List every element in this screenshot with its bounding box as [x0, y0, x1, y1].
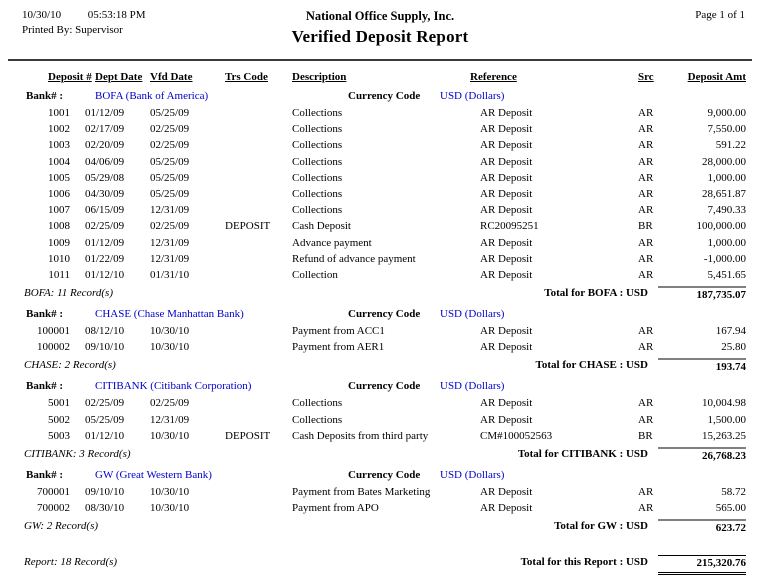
- trs-code-cell: [205, 186, 283, 202]
- description-cell: Collections: [292, 413, 343, 426]
- dept-date-cell: 02/25/09: [85, 220, 125, 233]
- column-header-deposit-number: Deposit #: [48, 71, 92, 83]
- column-header-vfd-date: Vfd Date: [150, 71, 193, 83]
- reference-cell: AR Deposit: [480, 204, 533, 217]
- deposit-number-cell: 1005: [48, 171, 70, 184]
- bank-total-amount: 623.72: [658, 519, 746, 536]
- report-record-count: Report: 18 Record(s): [24, 556, 118, 569]
- report-body: [0, 88, 760, 538]
- bank-number-label: Bank# :: [26, 380, 63, 393]
- trs-code-cell: [205, 154, 283, 170]
- src-cell: AR: [638, 341, 654, 354]
- trs-code-cell: [205, 412, 283, 428]
- bank-total-row: [0, 516, 760, 538]
- deposit-number-cell: 1006: [48, 187, 70, 200]
- bank-total-amount: 187,735.07: [658, 286, 746, 303]
- src-cell: AR: [638, 139, 654, 152]
- trs-code-cell: [205, 137, 283, 153]
- trs-code-cell: [205, 170, 283, 186]
- page-number: Page 1 of 1: [695, 9, 745, 21]
- bank-section: [0, 88, 760, 305]
- deposit-amount-cell: -1,000.00: [703, 252, 746, 265]
- src-cell: BR: [638, 220, 653, 233]
- dept-date-cell: 06/15/09: [85, 204, 125, 217]
- vfd-date-cell: 10/30/10: [150, 325, 190, 338]
- bank-total-label: Total for CHASE : USD: [535, 359, 648, 372]
- bank-total-row: [0, 283, 760, 305]
- deposit-number-cell: 5003: [48, 429, 70, 442]
- bank-total-row: [0, 355, 760, 377]
- deposit-amount-cell: 7,490.33: [707, 204, 746, 217]
- src-cell: AR: [638, 325, 654, 338]
- bank-record-count: BOFA: 11 Record(s): [24, 287, 113, 300]
- bank-number-label: Bank# :: [26, 308, 63, 321]
- description-cell: Collections: [292, 123, 343, 136]
- bank-name-link[interactable]: CITIBANK (Citibank Corporation): [95, 380, 252, 393]
- page-title: Verified Deposit Report: [291, 27, 469, 46]
- bank-name-link[interactable]: CHASE (Chase Manhattan Bank): [95, 308, 244, 321]
- trs-code-cell: [205, 484, 283, 500]
- dept-date-cell: 01/22/09: [85, 252, 125, 265]
- deposit-row: [0, 484, 760, 500]
- vfd-date-cell: 02/25/09: [150, 139, 190, 152]
- vfd-date-cell: 12/31/09: [150, 236, 190, 249]
- vfd-date-cell: 01/31/10: [150, 268, 190, 281]
- bank-header-row: [0, 467, 760, 484]
- deposit-number-cell: 1010: [48, 252, 70, 265]
- deposit-number-cell: 1003: [48, 139, 70, 152]
- deposit-amount-cell: 7,550.00: [707, 123, 746, 136]
- deposit-row: [0, 412, 760, 428]
- deposit-row: [0, 121, 760, 137]
- report-total-amount: 215,320.76: [658, 555, 746, 575]
- bank-record-count: CHASE: 2 Record(s): [24, 359, 116, 372]
- column-header-description: Description: [292, 71, 347, 83]
- reference-cell: AR Deposit: [480, 413, 533, 426]
- trs-code-cell: [205, 323, 283, 339]
- deposit-row: [0, 323, 760, 339]
- column-header-row: [0, 71, 760, 88]
- bank-rows: [0, 323, 760, 355]
- description-cell: Payment from AER1: [292, 341, 385, 354]
- deposit-amount-cell: 591.22: [715, 139, 746, 152]
- reference-cell: AR Deposit: [480, 252, 533, 265]
- vfd-date-cell: 10/30/10: [150, 429, 190, 442]
- description-cell: Collections: [292, 107, 343, 119]
- description-cell: Cash Deposits from third party: [292, 429, 429, 442]
- src-cell: AR: [638, 486, 654, 498]
- deposit-number-cell: 1001: [48, 107, 70, 119]
- vfd-date-cell: 10/30/10: [150, 502, 190, 515]
- currency-value-link[interactable]: USD (Dollars): [440, 90, 505, 102]
- deposit-amount-cell: 167.94: [715, 325, 746, 338]
- deposit-amount-cell: 100,000.00: [696, 220, 746, 233]
- deposit-amount-cell: 28,651.87: [702, 187, 746, 200]
- deposit-row: [0, 218, 760, 234]
- trs-code-cell: DEPOSIT: [225, 220, 271, 233]
- column-header-reference: Reference: [470, 71, 517, 83]
- deposit-number-cell: 700001: [37, 486, 70, 498]
- bank-total-amount: 193.74: [658, 358, 746, 375]
- bank-total-label: Total for BOFA : USD: [544, 287, 648, 300]
- bank-number-label: Bank# :: [26, 90, 63, 102]
- description-cell: Payment from ACC1: [292, 325, 385, 338]
- src-cell: AR: [638, 236, 654, 249]
- description-cell: Collections: [292, 397, 343, 410]
- vfd-date-cell: 10/30/10: [150, 486, 190, 498]
- deposit-row: [0, 395, 760, 411]
- column-header-deposit-amt: Deposit Amt: [687, 71, 746, 83]
- reference-cell: AR Deposit: [480, 123, 533, 136]
- description-cell: Refund of advance payment: [292, 252, 416, 265]
- deposit-row: [0, 137, 760, 153]
- vfd-date-cell: 05/25/09: [150, 171, 190, 184]
- reference-cell: AR Deposit: [480, 397, 533, 410]
- src-cell: AR: [638, 413, 654, 426]
- dept-date-cell: 08/12/10: [85, 325, 125, 338]
- print-time: 05:53:18 PM: [87, 9, 146, 21]
- trs-code-cell: [205, 121, 283, 137]
- src-cell: AR: [638, 397, 654, 410]
- deposit-number-cell: 5002: [48, 413, 70, 426]
- bank-rows: [0, 395, 760, 444]
- bank-total-amount: 26,768.23: [658, 447, 746, 464]
- deposit-row: [0, 500, 760, 516]
- bank-record-count: GW: 2 Record(s): [24, 520, 99, 533]
- vfd-date-cell: 12/31/09: [150, 413, 190, 426]
- deposit-amount-cell: 1,000.00: [707, 236, 746, 249]
- src-cell: AR: [638, 171, 654, 184]
- vfd-date-cell: 05/25/09: [150, 155, 190, 168]
- currency-code-label: Currency Code: [348, 90, 421, 102]
- currency-code-label: Currency Code: [348, 469, 421, 481]
- vfd-date-cell: 02/25/09: [150, 220, 190, 233]
- deposit-row: [0, 251, 760, 267]
- column-header-dept-date: Dept Date: [95, 71, 143, 83]
- reference-cell: AR Deposit: [480, 171, 533, 184]
- bank-total-label: Total for GW : USD: [554, 520, 648, 533]
- reference-cell: AR Deposit: [480, 236, 533, 249]
- reference-cell: AR Deposit: [480, 502, 533, 515]
- vfd-date-cell: 10/30/10: [150, 341, 190, 354]
- reference-cell: RC20095251: [480, 220, 539, 233]
- reference-cell: AR Deposit: [480, 139, 533, 152]
- dept-date-cell: 01/12/10: [85, 429, 125, 442]
- printed-by: Printed By: Supervisor: [22, 24, 123, 36]
- currency-value-link[interactable]: USD (Dollars): [440, 469, 505, 481]
- deposit-row: [0, 105, 760, 121]
- deposit-amount-cell: 10,004.98: [702, 397, 746, 410]
- deposit-row: [0, 267, 760, 283]
- trs-code-cell: [205, 339, 283, 355]
- vfd-date-cell: 12/31/09: [150, 204, 190, 217]
- deposit-amount-cell: 25.80: [721, 341, 746, 354]
- dept-date-cell: 09/10/10: [85, 486, 125, 498]
- deposit-row: [0, 428, 760, 444]
- dept-date-cell: 08/30/10: [85, 502, 125, 515]
- deposit-number-cell: 1004: [48, 155, 70, 168]
- dept-date-cell: 02/25/09: [85, 397, 125, 410]
- deposit-amount-cell: 1,500.00: [707, 413, 746, 426]
- deposit-number-cell: 1002: [48, 123, 70, 136]
- deposit-number-cell: 700002: [37, 502, 70, 515]
- deposit-number-cell: 1009: [48, 236, 70, 249]
- deposit-amount-cell: 58.72: [721, 486, 746, 498]
- deposit-row: [0, 170, 760, 186]
- deposit-number-cell: 100001: [37, 325, 70, 338]
- bank-rows: [0, 484, 760, 516]
- description-cell: Payment from APO: [292, 502, 379, 515]
- bank-section: [0, 306, 760, 377]
- src-cell: AR: [638, 502, 654, 515]
- bank-number-label: Bank# :: [26, 469, 63, 481]
- reference-cell: AR Deposit: [480, 268, 533, 281]
- currency-code-label: Currency Code: [348, 308, 421, 321]
- vfd-date-cell: 02/25/09: [150, 397, 190, 410]
- deposit-amount-cell: 565.00: [715, 502, 746, 515]
- description-cell: Collections: [292, 139, 343, 152]
- trs-code-cell: [205, 235, 283, 251]
- bank-header-row: [0, 88, 760, 105]
- trs-code-cell: [205, 105, 283, 121]
- reference-cell: CM#100052563: [480, 429, 553, 442]
- vfd-date-cell: 05/25/09: [150, 187, 190, 200]
- deposit-row: [0, 339, 760, 355]
- deposit-amount-cell: 5,451.65: [707, 268, 746, 281]
- trs-code-cell: [205, 202, 283, 218]
- reference-cell: AR Deposit: [480, 107, 533, 119]
- reference-cell: AR Deposit: [480, 325, 533, 338]
- deposit-number-cell: 1011: [48, 268, 70, 281]
- description-cell: Collections: [292, 155, 343, 168]
- src-cell: AR: [638, 252, 654, 265]
- dept-date-cell: 01/12/09: [85, 107, 125, 119]
- deposit-row: [0, 154, 760, 170]
- bank-section: [0, 378, 760, 466]
- deposit-amount-cell: 15,263.25: [702, 429, 746, 442]
- description-cell: Collections: [292, 187, 343, 200]
- print-date: 10/30/10: [22, 9, 62, 21]
- dept-date-cell: 02/17/09: [85, 123, 125, 136]
- dept-date-cell: 01/12/09: [85, 236, 125, 249]
- dept-date-cell: 04/06/09: [85, 155, 125, 168]
- trs-code-cell: [205, 500, 283, 516]
- deposit-row: [0, 186, 760, 202]
- trs-code-cell: [205, 251, 283, 267]
- src-cell: AR: [638, 268, 654, 281]
- src-cell: AR: [638, 155, 654, 168]
- company-name: National Office Supply, Inc.: [305, 9, 455, 23]
- bank-header-row: [0, 306, 760, 323]
- deposit-number-cell: 1007: [48, 204, 70, 217]
- trs-code-cell: [205, 267, 283, 283]
- deposit-number-cell: 5001: [48, 397, 70, 410]
- vfd-date-cell: 05/25/09: [150, 107, 190, 119]
- description-cell: Cash Deposit: [292, 220, 351, 233]
- bank-section: [0, 467, 760, 538]
- report-title-block: [0, 9, 760, 47]
- trs-code-cell: [205, 395, 283, 411]
- description-cell: Payment from Bates Marketing: [292, 486, 431, 498]
- report-total-row: [0, 555, 760, 575]
- description-cell: Advance payment: [292, 236, 372, 249]
- column-header-trs-code: Trs Code: [225, 71, 268, 83]
- description-cell: Collections: [292, 204, 343, 217]
- reference-cell: AR Deposit: [480, 187, 533, 200]
- deposit-number-cell: 100002: [37, 341, 70, 354]
- bank-name-link[interactable]: BOFA (Bank of America): [95, 90, 209, 102]
- trs-code-cell: DEPOSIT: [225, 429, 271, 442]
- reference-cell: AR Deposit: [480, 341, 533, 354]
- deposit-number-cell: 1008: [48, 220, 70, 233]
- vfd-date-cell: 02/25/09: [150, 123, 190, 136]
- bank-total-row: [0, 444, 760, 466]
- src-cell: BR: [638, 429, 653, 442]
- bank-record-count: CITIBANK: 3 Record(s): [24, 448, 131, 460]
- vfd-date-cell: 12/31/09: [150, 252, 190, 265]
- deposit-amount-cell: 28,000.00: [702, 155, 746, 168]
- src-cell: AR: [638, 187, 654, 200]
- dept-date-cell: 02/20/09: [85, 139, 125, 152]
- deposit-amount-cell: 9,000.00: [707, 107, 746, 119]
- bank-total-label: Total for CITIBANK : USD: [517, 448, 648, 460]
- src-cell: AR: [638, 123, 654, 136]
- src-cell: AR: [638, 107, 654, 119]
- description-cell: Collection: [292, 268, 338, 281]
- reference-cell: AR Deposit: [480, 155, 533, 168]
- report-total-label: Total for this Report : USD: [520, 556, 648, 569]
- header-divider: [8, 59, 752, 61]
- bank-header-row: [0, 378, 760, 395]
- deposit-amount-cell: 1,000.00: [707, 171, 746, 184]
- reference-cell: AR Deposit: [480, 486, 533, 498]
- deposit-row: [0, 202, 760, 218]
- dept-date-cell: 04/30/09: [85, 187, 125, 200]
- currency-value-link[interactable]: USD (Dollars): [440, 380, 505, 393]
- bank-name-link[interactable]: GW (Great Western Bank): [95, 469, 212, 481]
- deposit-row: [0, 235, 760, 251]
- dept-date-cell: 05/29/08: [85, 171, 125, 184]
- dept-date-cell: 01/12/10: [85, 268, 125, 281]
- report-header: [0, 0, 760, 54]
- currency-code-label: Currency Code: [348, 380, 421, 393]
- description-cell: Collections: [292, 171, 343, 184]
- currency-value-link[interactable]: USD (Dollars): [440, 308, 505, 321]
- dept-date-cell: 09/10/10: [85, 341, 125, 354]
- bank-rows: [0, 105, 760, 283]
- dept-date-cell: 05/25/09: [85, 413, 125, 426]
- src-cell: AR: [638, 204, 654, 217]
- column-header-src: Src: [638, 71, 654, 83]
